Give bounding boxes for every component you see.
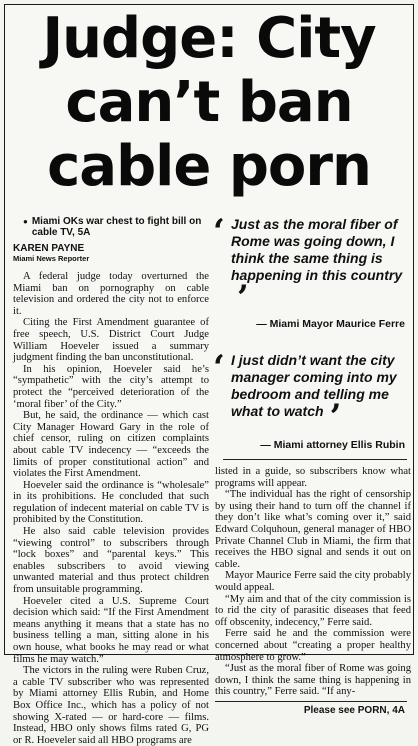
continued-on-jump: Please see PORN, 4A: [303, 704, 405, 716]
close-quote-icon: ’: [329, 397, 342, 437]
newspaper-clipping: [4, 4, 414, 746]
paragraph: “My aim and that of the city commission is to rid the city of parasitic diseases that feed off obscenity, indecency,” Ferre said.: [215, 593, 411, 628]
pullquote-text: Just as the moral fiber of Rome was going down, I think the same thing is happening in this country: [231, 216, 403, 283]
headline-line-3: cable porn: [47, 134, 371, 199]
pullquote-divider: [223, 459, 407, 460]
article-right-column: [213, 212, 411, 717]
jump-divider: [215, 701, 407, 702]
headline: [5, 7, 413, 199]
paragraph: Ferre said he and the commission were concerned about “creating a proper healthy atmosphere to grow.”: [215, 628, 411, 663]
byline-name: KAREN PAYNE: [13, 243, 85, 254]
paragraph: listed in a guide, so subscribers know what programs will appear.: [215, 466, 411, 489]
pullquote-attribution: — Miami attorney Ellis Rubin: [260, 439, 405, 451]
paragraph: He also said cable television provides “viewing control” to subscribers through “lock boxes” and “parental keys.” This enables subscribers to avoid viewing unwanted material and thus protect children from unsuitable programming.: [13, 526, 209, 596]
close-quote-icon: ’: [237, 278, 249, 318]
paragraph: A federal judge today overturned the Miami ban on pornography on cable television and ordered the city not to enforce it.: [13, 271, 209, 317]
pullquote-rubin: [213, 348, 411, 437]
open-quote-icon: ‘: [213, 348, 225, 388]
article-left-column: [13, 216, 209, 746]
paragraph: The victors in the ruling were Ruben Cruz, a cable TV subscriber who was represented by Miami attorney Ellis Rubin, and Home Box Office Inc., which has a policy of not showing X-rated — or hard-core — films. Instead, HBO only shows films rated G, PG or R. Hoeveler said all HBO programs are: [13, 665, 209, 746]
headline-line-2: can’t ban: [65, 70, 353, 135]
paragraph: But, he said, the ordinance — which cast City Manager Howard Gary in the role of chief censor, ruling on citizen complaints about cable TV indecency — “exceeds the limits of proper constitutional action” and violates the First Amendment.: [13, 410, 209, 480]
paragraph: “Just as the moral fiber of Rome was going down, I think the same thing is happening in this country,” Ferre said. “If any-: [215, 663, 411, 698]
paragraph: Hoeveler cited a U.S. Supreme Court decision which said: “If the First Amendment means anything it means that a state has no business telling a man, sitting alone in his own house, what books he may read or what films he may watch.”: [13, 595, 209, 665]
paragraph: Hoeveler said the ordinance is “wholesale” in its prohibitions. He concluded that such regulation of indecent material on cable TV is prohibited by the Constitution.: [13, 479, 209, 526]
pullquote-text: I just didn’t want the city manager coming into my bedroom and telling me what to watch: [231, 352, 397, 419]
paragraph: Citing the First Amendment guarantee of free speech, U.S. District Court Judge William Hoeveler issued a summary judgment finding the ban unconstitutional.: [13, 317, 209, 364]
pullquote-attribution: — Miami Mayor Maurice Ferre: [256, 318, 405, 330]
paragraph: Mayor Maurice Ferre said the city probably would appeal.: [215, 570, 411, 593]
byline-affiliation: Miami News Reporter: [13, 254, 90, 263]
summary-line: [13, 216, 209, 238]
bullet-icon: ●: [23, 217, 28, 226]
summary-text: Miami OKs war chest to fight bill on cable TV, 5A: [31, 216, 202, 238]
paragraph: In his opinion, Hoeveler said he’s “sympathetic” with the city’s attempt to protect the “perceived deterioration of the ‘moral fiber’ of the City.”: [13, 363, 209, 410]
paragraph: “The individual has the right of censorship by using their hand to turn off the channel if they don’t like what’s coming over it,” said Edward Colquhoun, general manager of HBO Private Channel Club in Miami, the firm that receives the HBO signal and sends it out on cable.: [215, 489, 411, 570]
open-quote-icon: ‘: [213, 212, 225, 252]
pullquote-ferre: [213, 212, 411, 318]
headline-line-1: Judge: City: [42, 6, 376, 71]
